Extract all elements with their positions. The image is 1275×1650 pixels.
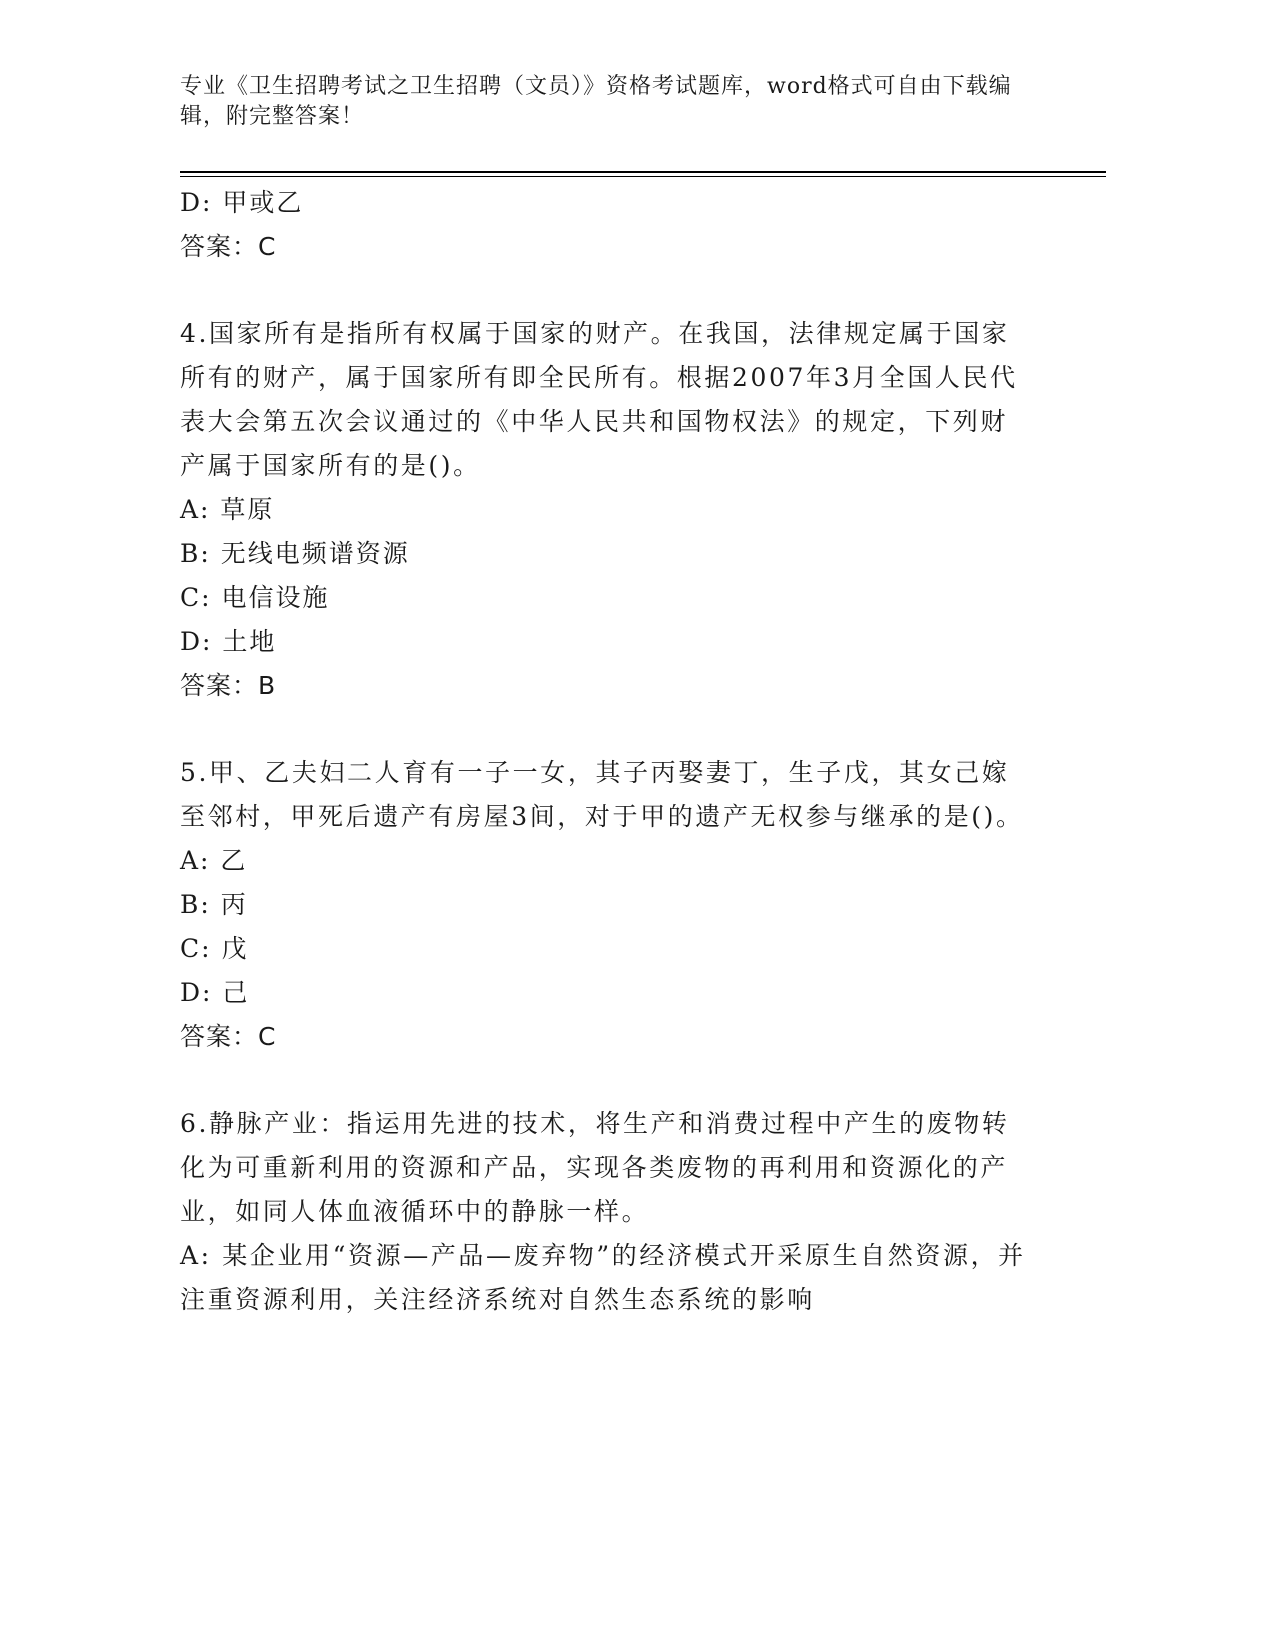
- question-gap: [180, 269, 1030, 312]
- option-a: A: 草原: [180, 495, 275, 524]
- option-b: B: 无线电频谱资源: [180, 539, 410, 568]
- document-header: 专业《卫生招聘考试之卫生招聘（文员）》资格考试题库，word格式可自由下载编辑，附完整答案！: [180, 74, 1012, 129]
- question-gap: [180, 1059, 1030, 1102]
- document-body: [180, 181, 1030, 1322]
- header-rule-thick: [180, 171, 1106, 173]
- option-d: D: 甲或乙: [180, 188, 304, 217]
- answer-label: 答案：B: [180, 671, 277, 700]
- question-4: [180, 312, 1030, 708]
- answer-label: 答案：C: [180, 232, 277, 261]
- option-a: A: 乙: [180, 846, 248, 875]
- question-3-tail: [180, 181, 1030, 269]
- question-6: [180, 1102, 1030, 1322]
- answer-label: 答案：C: [180, 1022, 277, 1051]
- question-stem: 6.静脉产业：指运用先进的技术，将生产和消费过程中产生的废物转化为可重新利用的资源和产品，实现各类废物的再利用和资源化的产业，如同人体血液循环中的静脉一样。: [180, 1109, 1010, 1226]
- option-d: D: 土地: [180, 627, 277, 656]
- question-5: [180, 751, 1030, 1059]
- option-d: D: 己: [180, 978, 250, 1007]
- option-b: B: 丙: [180, 890, 248, 919]
- option-c: C: 戊: [180, 934, 249, 963]
- header-rule-thin: [180, 176, 1106, 177]
- question-gap: [180, 708, 1030, 751]
- question-stem: 4.国家所有是指所有权属于国家的财产。在我国，法律规定属于国家所有的财产，属于国家所有即全民所有。根据2007年3月全国人民代表大会第五次会议通过的《中华人民共和国物权法》的规定，下列财产属于国家所有的是()。: [180, 319, 1018, 480]
- question-stem: 5.甲、乙夫妇二人育有一子一女，其子丙娶妻丁，生子戊，其女己嫁至邻村，甲死后遗产有房屋3间，对于甲的遗产无权参与继承的是()。: [180, 758, 1024, 831]
- option-a: A: 某企业用“资源—产品—废弃物”的经济模式开采原生自然资源，并注重资源利用，关注经济系统对自然生态系统的影响: [180, 1241, 1026, 1314]
- option-c: C: 电信设施: [180, 583, 330, 612]
